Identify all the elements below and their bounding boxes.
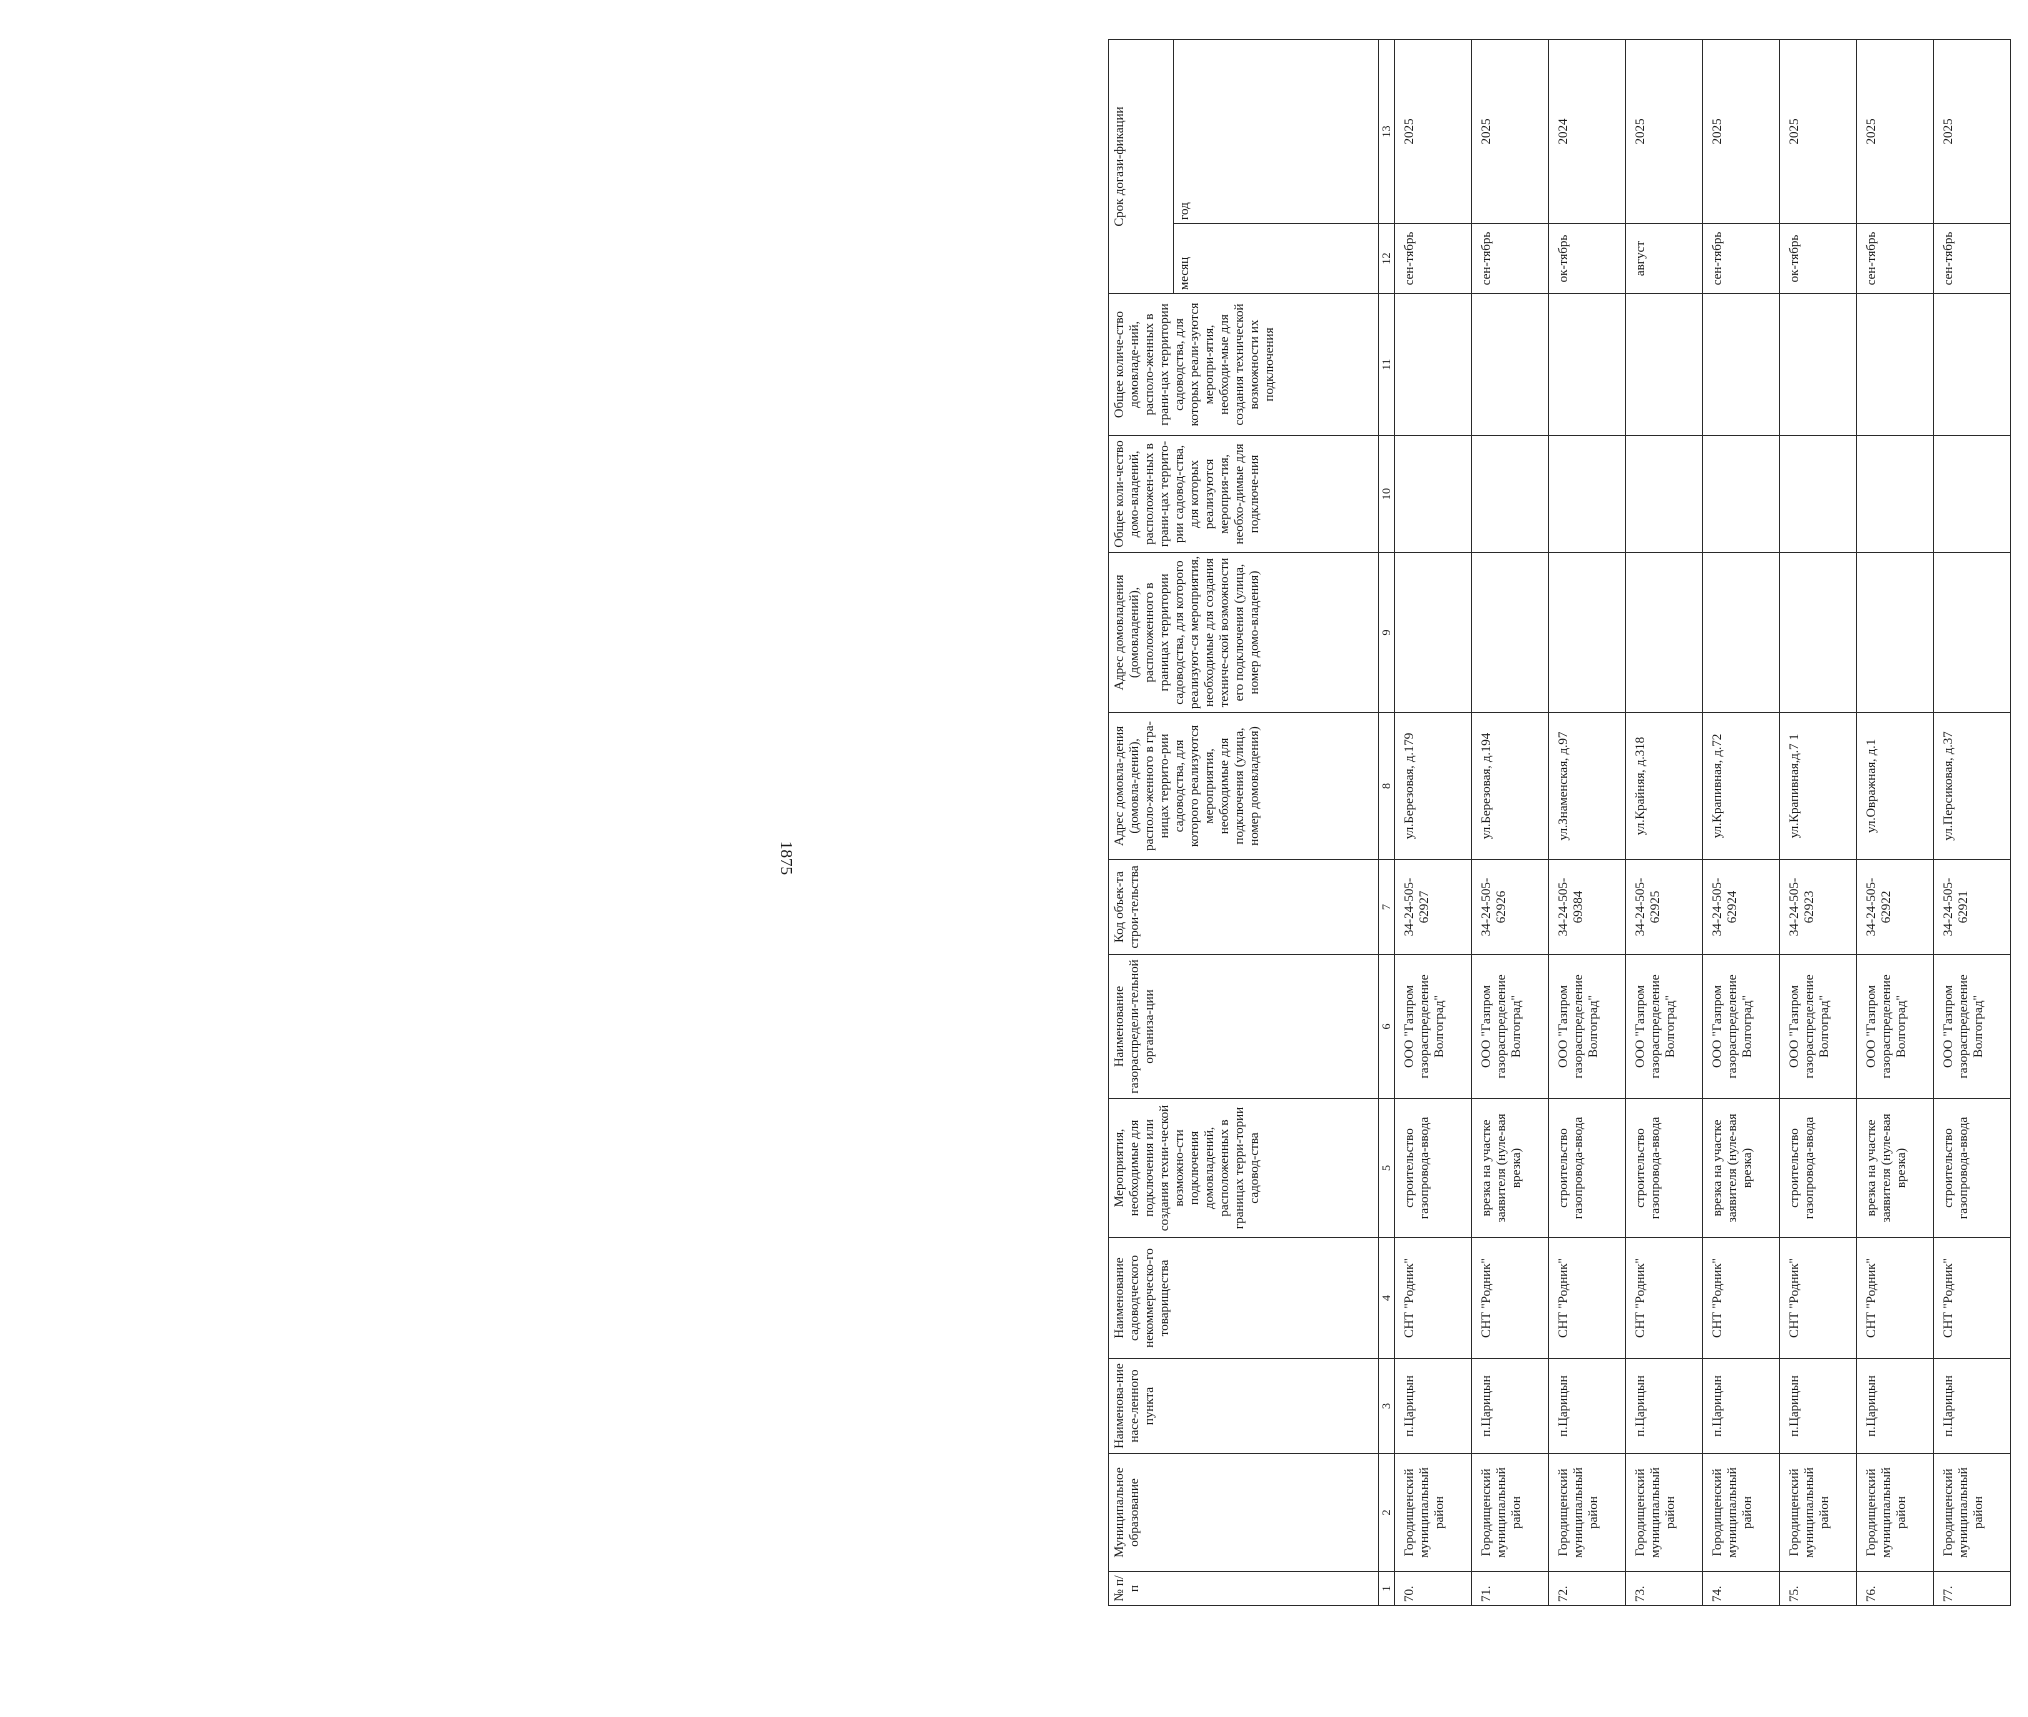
- table-cell: [1780, 294, 1857, 436]
- table-cell: СНТ "Родник": [1934, 1238, 2011, 1359]
- header-cell: Адрес домовла-дения (домовла-дений), располо-женного в гра-ницах террито-рии садоводства, для которого реализуются мероприятия, необходимые для подключения (улица, номер домовладения): [1109, 713, 1379, 860]
- table-cell: 2025: [1472, 39, 1549, 223]
- rotated-table-container: [1108, 40, 2028, 1606]
- column-number: 5: [1379, 1099, 1395, 1238]
- header-cell-deadline: Срок догази-фикации: [1109, 39, 1174, 293]
- table-cell: ООО "Газпром газораспределение Волгоград": [1549, 955, 1626, 1099]
- table-cell: 73.: [1626, 1572, 1703, 1606]
- table-cell: 70.: [1395, 1572, 1472, 1606]
- column-number: 7: [1379, 860, 1395, 955]
- table-cell: ул.Знаменская, д.97: [1549, 713, 1626, 860]
- gasification-table: [1108, 39, 2011, 1606]
- header-cell: Адрес домовладения (домовладений), расположенного в границах территории садоводства, для которого реализуют-ся мероприятия, необходимые для создания техниче-ской возможности его подключения (улица, номер домо-владения): [1109, 553, 1379, 713]
- table-cell: 34-24-505-62923: [1780, 860, 1857, 955]
- table-cell: строительство газопровода-ввода: [1549, 1099, 1626, 1238]
- table-cell: [1857, 294, 1934, 436]
- table-cell: Городищенский муниципальный район: [1934, 1454, 2011, 1572]
- column-number-row: [1379, 39, 1395, 1605]
- table-cell: СНТ "Родник": [1549, 1238, 1626, 1359]
- table-cell: [1780, 436, 1857, 553]
- table-cell: [1549, 553, 1626, 713]
- table-cell: п.Царицын: [1857, 1359, 1934, 1454]
- table-row: [1857, 39, 1934, 1605]
- table-cell: п.Царицын: [1703, 1359, 1780, 1454]
- column-number: 2: [1379, 1454, 1395, 1572]
- table-cell: ул.Березовая, д.179: [1395, 713, 1472, 860]
- header-cell: Наименование садоводческого некоммерческо-го товарищества: [1109, 1238, 1379, 1359]
- table-cell: 34-24-505-62922: [1857, 860, 1934, 955]
- table-cell: 75.: [1780, 1572, 1857, 1606]
- header-cell: Код объек-та строи-тельства: [1109, 860, 1379, 955]
- header-cell: Наименова-ние насе-ленного пункта: [1109, 1359, 1379, 1454]
- table-cell: [1472, 553, 1549, 713]
- column-number: 10: [1379, 436, 1395, 553]
- table-cell: 76.: [1857, 1572, 1934, 1606]
- table-cell: строительство газопровода-ввода: [1395, 1099, 1472, 1238]
- table-cell: ООО "Газпром газораспределение Волгоград": [1703, 955, 1780, 1099]
- table-cell: [1703, 294, 1780, 436]
- table-cell: п.Царицын: [1549, 1359, 1626, 1454]
- table-cell: СНТ "Родник": [1780, 1238, 1857, 1359]
- table-cell: 77.: [1934, 1572, 2011, 1606]
- table-cell: СНТ "Родник": [1703, 1238, 1780, 1359]
- header-cell: Муниципальное образование: [1109, 1454, 1379, 1572]
- header-cell: Наименование газораспредели-тельной организа-ции: [1109, 955, 1379, 1099]
- table-row: [1934, 39, 2011, 1605]
- table-cell: ООО "Газпром газораспределение Волгоград": [1472, 955, 1549, 1099]
- table-cell: строительство газопровода-ввода: [1934, 1099, 2011, 1238]
- table-cell: врезка на участке заявителя (нуле-вая врезка): [1857, 1099, 1934, 1238]
- table-cell: строительство газопровода-ввода: [1780, 1099, 1857, 1238]
- column-number: 6: [1379, 955, 1395, 1099]
- table-cell: 34-24-505-62924: [1703, 860, 1780, 955]
- page-number: 1875: [777, 841, 796, 875]
- table-cell: ООО "Газпром газораспределение Волгоград": [1780, 955, 1857, 1099]
- table-cell: ООО "Газпром газораспределение Волгоград": [1395, 955, 1472, 1099]
- table-cell: [1395, 294, 1472, 436]
- table-cell: [1703, 436, 1780, 553]
- table-cell: сен-тябрь: [1395, 224, 1472, 294]
- table-cell: Городищенский муниципальный район: [1857, 1454, 1934, 1572]
- header-row: [1109, 39, 1174, 1605]
- table-cell: 2024: [1549, 39, 1626, 223]
- table-cell: Городищенский муниципальный район: [1703, 1454, 1780, 1572]
- table-cell: 34-24-505-62927: [1395, 860, 1472, 955]
- header-cell: Мероприятия, необходимые для подключения или создания техни-ческой возможно-сти подключения домовладений, расположенных в границах терри-тории садовод-ства: [1109, 1099, 1379, 1238]
- table-body: [1395, 39, 2011, 1605]
- table-cell: ок-тябрь: [1780, 224, 1857, 294]
- table-cell: ул.Крапивная,д.7 1: [1780, 713, 1857, 860]
- table-cell: Городищенский муниципальный район: [1472, 1454, 1549, 1572]
- table-cell: [1626, 294, 1703, 436]
- table-cell: Городищенский муниципальный район: [1549, 1454, 1626, 1572]
- table-cell: 2025: [1780, 39, 1857, 223]
- table-cell: [1934, 294, 2011, 436]
- table-cell: [1549, 436, 1626, 553]
- table-cell: [1395, 436, 1472, 553]
- table-cell: 74.: [1703, 1572, 1780, 1606]
- table-cell: Городищенский муниципальный район: [1780, 1454, 1857, 1572]
- table-cell: СНТ "Родник": [1395, 1238, 1472, 1359]
- table-row: [1626, 39, 1703, 1605]
- table-cell: строительство газопровода-ввода: [1626, 1099, 1703, 1238]
- table-cell: 34-24-505-62925: [1626, 860, 1703, 955]
- table-cell: [1934, 436, 2011, 553]
- column-number: 8: [1379, 713, 1395, 860]
- table-cell: 71.: [1472, 1572, 1549, 1606]
- table-row: [1395, 39, 1472, 1605]
- subheader-month: месяц: [1174, 224, 1379, 294]
- table-row: [1472, 39, 1549, 1605]
- table-cell: [1549, 294, 1626, 436]
- table-cell: [1703, 553, 1780, 713]
- table-cell: ул.Крапивная, д.72: [1703, 713, 1780, 860]
- table-cell: СНТ "Родник": [1472, 1238, 1549, 1359]
- table-cell: 72.: [1549, 1572, 1626, 1606]
- table-row: [1549, 39, 1626, 1605]
- table-cell: [1626, 436, 1703, 553]
- table-cell: СНТ "Родник": [1626, 1238, 1703, 1359]
- header-cell: Общее количе-ство домовладе-ний, располо-женных в грани-цах территории садоводства, для которых реали-зуются меропри-ятия, необходи-мые для создания технической возможности их подключения: [1109, 294, 1379, 436]
- table-cell: сен-тябрь: [1857, 224, 1934, 294]
- table-cell: 2025: [1395, 39, 1472, 223]
- table-cell: [1626, 553, 1703, 713]
- table-cell: ООО "Газпром газораспределение Волгоград": [1934, 955, 2011, 1099]
- table-cell: ООО "Газпром газораспределение Волгоград": [1857, 955, 1934, 1099]
- table-cell: ок-тябрь: [1549, 224, 1626, 294]
- table-cell: Городищенский муниципальный район: [1395, 1454, 1472, 1572]
- table-cell: ул.Овражная, д.1: [1857, 713, 1934, 860]
- column-number: 3: [1379, 1359, 1395, 1454]
- header-cell: Общее коли-чество домо-владений, расположен-ных в грани-цах террито-рии садовод-ства, для которых реализуются мероприя-тия, необхо-димые для подключе-ния: [1109, 436, 1379, 553]
- column-number: 9: [1379, 553, 1395, 713]
- table-cell: [1934, 553, 2011, 713]
- table-cell: [1472, 436, 1549, 553]
- table-row: [1703, 39, 1780, 1605]
- table-cell: ул.Березовая, д.194: [1472, 713, 1549, 860]
- table-cell: [1857, 553, 1934, 713]
- subheader-year: год: [1174, 39, 1379, 223]
- table-cell: [1780, 553, 1857, 713]
- table-cell: 2025: [1934, 39, 2011, 223]
- column-number: 11: [1379, 294, 1395, 436]
- table-cell: сен-тябрь: [1472, 224, 1549, 294]
- table-cell: 34-24-505-69384: [1549, 860, 1626, 955]
- table-cell: сен-тябрь: [1934, 224, 2011, 294]
- table-cell: п.Царицын: [1472, 1359, 1549, 1454]
- table-cell: 2025: [1626, 39, 1703, 223]
- header-cell: № п/п: [1109, 1572, 1379, 1606]
- table-cell: сен-тябрь: [1703, 224, 1780, 294]
- table-cell: [1472, 294, 1549, 436]
- column-number: 13: [1379, 39, 1395, 223]
- table-cell: 2025: [1703, 39, 1780, 223]
- table-cell: СНТ "Родник": [1857, 1238, 1934, 1359]
- table-cell: 34-24-505-62921: [1934, 860, 2011, 955]
- table-row: [1780, 39, 1857, 1605]
- table-cell: август: [1626, 224, 1703, 294]
- table-cell: [1395, 553, 1472, 713]
- table-cell: п.Царицын: [1780, 1359, 1857, 1454]
- table-cell: врезка на участке заявителя (нуле-вая врезка): [1703, 1099, 1780, 1238]
- column-number: 1: [1379, 1572, 1395, 1606]
- table-cell: 2025: [1857, 39, 1934, 223]
- table-cell: п.Царицын: [1395, 1359, 1472, 1454]
- table-cell: Городищенский муниципальный район: [1626, 1454, 1703, 1572]
- column-number: 4: [1379, 1238, 1395, 1359]
- table-cell: п.Царицын: [1626, 1359, 1703, 1454]
- column-number: 12: [1379, 224, 1395, 294]
- table-cell: ул.Персиковая, д.37: [1934, 713, 2011, 860]
- table-cell: [1857, 436, 1934, 553]
- table-cell: 34-24-505-62926: [1472, 860, 1549, 955]
- table-cell: п.Царицын: [1934, 1359, 2011, 1454]
- table-cell: врезка на участке заявителя (нуле-вая врезка): [1472, 1099, 1549, 1238]
- table-cell: ООО "Газпром газораспределение Волгоград": [1626, 955, 1703, 1099]
- table-cell: ул.Крайняя, д.318: [1626, 713, 1703, 860]
